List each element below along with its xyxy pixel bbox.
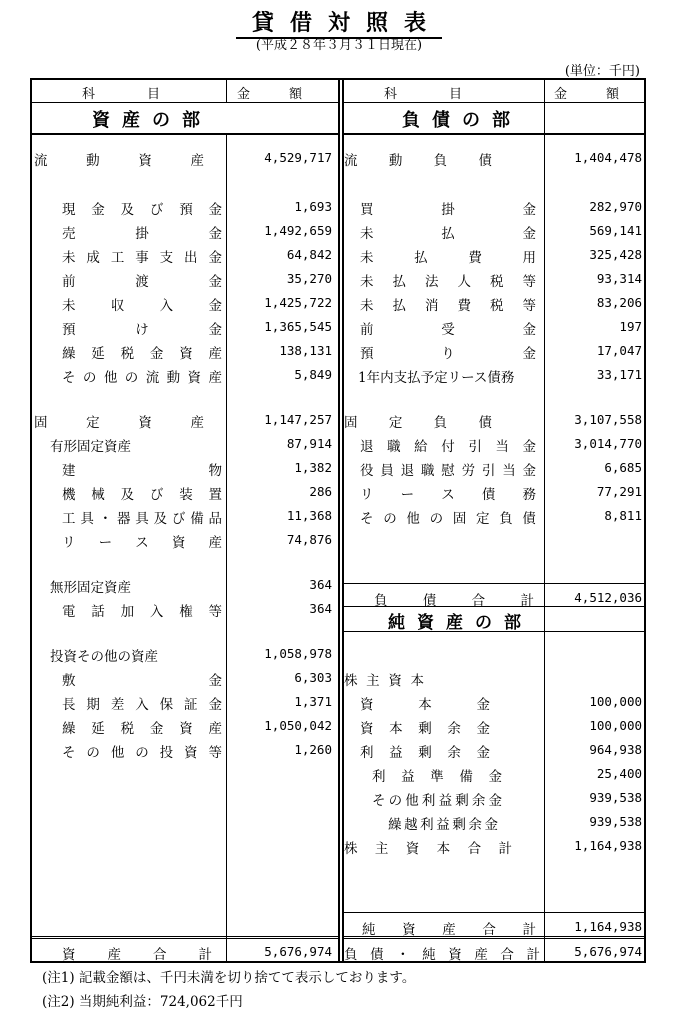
asset-row (32, 243, 338, 267)
net-asset-row (344, 714, 646, 738)
liability-label: 買 掛 金 (360, 202, 536, 218)
asset-value: 1,425,722 (264, 295, 332, 310)
liability-label: そ の 他 の 固 定 負 債 (360, 511, 536, 527)
asset-label: 繰 延 税 金 資 産 (62, 346, 222, 362)
liability-label: 預 り 金 (360, 346, 536, 362)
asset-label: 前 渡 金 (62, 274, 222, 290)
grand-total-row (344, 940, 646, 964)
liabilities-total-label: 負 債 合 計 (374, 593, 534, 609)
liability-value: 77,291 (596, 484, 642, 499)
net-asset-value: 1,164,938 (574, 838, 642, 853)
asset-value: 74,876 (286, 532, 332, 547)
asset-label: 建 物 (62, 463, 222, 479)
liabilities-column (342, 80, 646, 961)
asset-label: 現 金 及 び 預 金 (62, 202, 222, 218)
liability-value: 197 (619, 319, 642, 334)
asset-value: 364 (309, 601, 332, 616)
asset-row (32, 528, 338, 552)
asset-value: 35,270 (286, 271, 332, 286)
net-asset-value: 100,000 (589, 718, 642, 733)
asset-value: 1,365,545 (264, 319, 332, 334)
item-header: 科 目 (384, 87, 463, 102)
balance-sheet-table (30, 78, 646, 963)
asset-value: 5,849 (294, 367, 332, 382)
asset-value: 138,131 (279, 343, 332, 358)
asset-label: 電 話 加 入 権 等 (62, 604, 222, 620)
liability-label: 流 動 負 債 (344, 153, 492, 169)
assets-total-row (32, 940, 338, 964)
asset-row (32, 195, 338, 219)
asset-value: 1,492,659 (264, 223, 332, 238)
grand-total-value: 5,676,974 (574, 944, 642, 959)
net-assets-section-title: 純資産の部 (344, 606, 646, 632)
date-subtitle: (平成２８年３月３１日現在) (255, 38, 423, 53)
asset-value: 6,303 (294, 670, 332, 685)
asset-label: 工 具 ・ 器 具 及 び 備 品 (62, 511, 222, 527)
liability-row (344, 219, 646, 243)
amount-header: 金 額 (554, 87, 620, 102)
asset-value: 11,368 (286, 508, 332, 523)
liabilities-section-title: 負債の部 (344, 103, 646, 135)
liability-row (344, 432, 646, 456)
net-asset-label: 資 本 金 (360, 697, 490, 713)
liability-row (344, 267, 646, 291)
asset-label: リ ー ス 資 産 (62, 535, 222, 551)
liability-value: 33,171 (596, 367, 642, 382)
liability-row (344, 408, 646, 432)
asset-label: 売 掛 金 (62, 226, 222, 242)
net-asset-row (344, 762, 646, 786)
liability-label: 未 払 消 費 税 等 (360, 298, 536, 314)
item-header: 科 目 (82, 87, 161, 102)
asset-value: 1,371 (294, 694, 332, 709)
asset-value: 1,147,257 (264, 412, 332, 427)
liability-value: 8,811 (604, 508, 642, 523)
liability-value: 93,314 (596, 271, 642, 286)
liability-value: 3,107,558 (574, 412, 642, 427)
asset-value: 364 (309, 577, 332, 592)
asset-row (32, 339, 338, 363)
asset-row (32, 146, 338, 170)
asset-label: 有形固定資産 (50, 439, 131, 455)
net-assets-total-value: 1,164,938 (574, 919, 642, 934)
asset-row (32, 642, 338, 666)
assets-section-title: 資産の部 (32, 103, 338, 135)
asset-value: 87,914 (286, 436, 332, 451)
net-asset-row (344, 738, 646, 762)
asset-label: 固 定 資 産 (34, 415, 204, 431)
liability-row (344, 315, 646, 339)
liabilities-total-value: 4,512,036 (574, 590, 642, 605)
asset-value: 64,842 (286, 247, 332, 262)
asset-label: 未 収 入 金 (62, 298, 222, 314)
liability-label: 前 受 金 (360, 322, 536, 338)
asset-row (32, 714, 338, 738)
liability-label: リ ー ス 債 務 (360, 487, 536, 503)
liability-label: 役 員 退 職 慰 労 引 当 金 (360, 463, 536, 479)
asset-row (32, 666, 338, 690)
asset-label: そ の 他 の 流 動 資 産 (62, 370, 222, 386)
liability-label: 固 定 負 債 (344, 415, 492, 431)
net-asset-row (344, 810, 646, 834)
liability-row (344, 195, 646, 219)
unit-label: (単位：千円) (564, 64, 640, 79)
asset-row (32, 480, 338, 504)
liability-label: 1年内支払予定リース債務 (358, 370, 515, 386)
asset-value: 286 (309, 484, 332, 499)
liability-value: 1,404,478 (574, 150, 642, 165)
liability-row (344, 456, 646, 480)
amount-header: 金 額 (237, 87, 303, 102)
liabilities-header (344, 80, 646, 103)
asset-label: 機 械 及 び 装 置 (62, 487, 222, 503)
asset-row (32, 504, 338, 528)
net-asset-label: そ の 他 利 益 剰 余 金 (372, 793, 502, 809)
asset-label: 未 成 工 事 支 出 金 (62, 250, 222, 266)
liability-label: 退 職 給 付 引 当 金 (360, 439, 536, 455)
net-asset-label: 利 益 剰 余 金 (360, 745, 490, 761)
asset-value: 1,050,042 (264, 718, 332, 733)
net-asset-label: 利 益 準 備 金 (372, 769, 502, 785)
document-title: 貸借対照表 (0, 6, 678, 37)
grand-total-label: 負 債 ・ 純 資 産 合 計 (344, 947, 540, 963)
asset-label: 無形固定資産 (50, 580, 131, 596)
assets-header (32, 80, 338, 103)
liability-value: 569,141 (589, 223, 642, 238)
liability-row (344, 363, 646, 387)
asset-row (32, 408, 338, 432)
asset-value: 1,382 (294, 460, 332, 475)
asset-row (32, 690, 338, 714)
asset-label: そ の 他 の 投 資 等 (62, 745, 222, 761)
liability-value: 83,206 (596, 295, 642, 310)
liability-row (344, 339, 646, 363)
asset-row (32, 456, 338, 480)
asset-value: 1,693 (294, 199, 332, 214)
net-asset-row (344, 666, 646, 690)
assets-column (32, 80, 340, 961)
net-asset-value: 100,000 (589, 694, 642, 709)
asset-label: 長 期 差 入 保 証 金 (62, 697, 222, 713)
net-asset-row (344, 690, 646, 714)
liability-row (344, 504, 646, 528)
asset-row (32, 597, 338, 621)
net-asset-value: 25,400 (596, 766, 642, 781)
net-asset-label: 繰 越 利 益 剰 余 金 (388, 817, 498, 833)
net-asset-label: 資 本 剰 余 金 (360, 721, 490, 737)
net-asset-value: 939,538 (589, 790, 642, 805)
asset-row (32, 738, 338, 762)
asset-label: 流 動 資 産 (34, 153, 204, 169)
liability-row (344, 480, 646, 504)
net-asset-label: 株 主 資 本 合 計 (344, 841, 512, 857)
asset-value: 1,260 (294, 742, 332, 757)
liability-value: 3,014,770 (574, 436, 642, 451)
asset-row (32, 315, 338, 339)
liability-label: 未 払 金 (360, 226, 536, 242)
note-1: (注1) 記載金額は、千円未満を切り捨てて表示しております。 (42, 970, 416, 986)
asset-row (32, 219, 338, 243)
net-asset-row (344, 786, 646, 810)
asset-value: 1,058,978 (264, 646, 332, 661)
net-asset-value: 964,938 (589, 742, 642, 757)
assets-total-value: 5,676,974 (264, 944, 332, 959)
net-asset-row (344, 834, 646, 858)
liability-label: 未 払 法 人 税 等 (360, 274, 536, 290)
liability-value: 17,047 (596, 343, 642, 358)
net-asset-value: 939,538 (589, 814, 642, 829)
net-assets-total-label: 純 資 産 合 計 (362, 922, 536, 938)
net-asset-label: 株 主 資 本 (344, 673, 424, 689)
asset-row (32, 573, 338, 597)
asset-label: 敷 金 (62, 673, 222, 689)
asset-label: 預 け 金 (62, 322, 222, 338)
liability-value: 6,685 (604, 460, 642, 475)
liability-row (344, 146, 646, 170)
liability-row (344, 291, 646, 315)
asset-row (32, 267, 338, 291)
liability-row (344, 243, 646, 267)
asset-row (32, 432, 338, 456)
asset-value: 4,529,717 (264, 150, 332, 165)
note-2: (注2) 当期純利益：724,062千円 (42, 994, 243, 1010)
liability-label: 未 払 費 用 (360, 250, 536, 266)
asset-label: 投資その他の資産 (50, 649, 158, 665)
asset-row (32, 291, 338, 315)
assets-total-label: 資 産 合 計 (62, 947, 212, 963)
liability-value: 282,970 (589, 199, 642, 214)
liability-value: 325,428 (589, 247, 642, 262)
asset-label: 繰 延 税 金 資 産 (62, 721, 222, 737)
asset-row (32, 363, 338, 387)
